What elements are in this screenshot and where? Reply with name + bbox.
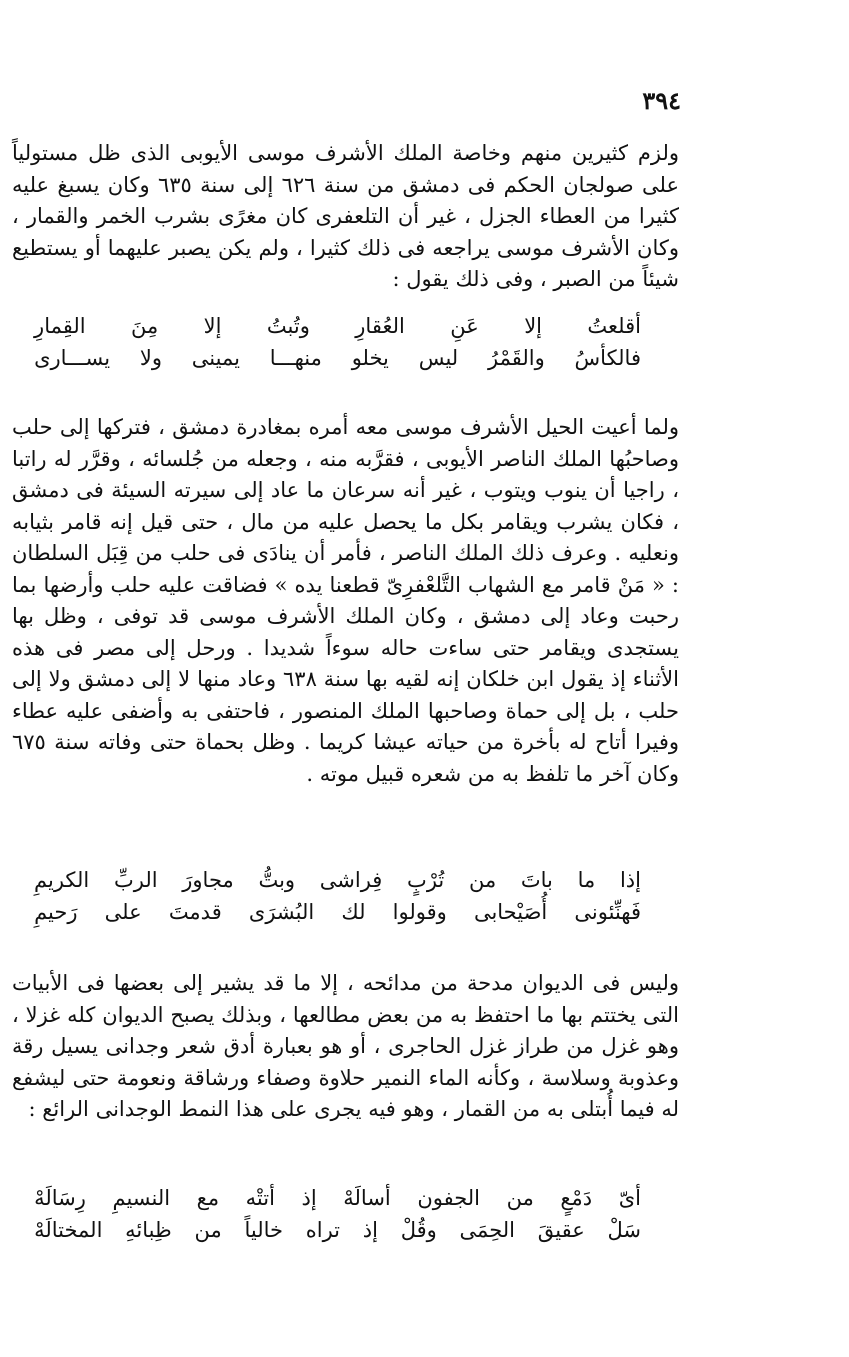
verse-word: باتَ [520, 868, 553, 892]
verse-word: فَهنِّئونى [574, 900, 641, 924]
verse-word: وتُبتُ [266, 314, 310, 338]
verse-word: يســـارى [34, 346, 111, 370]
verse-word: سَلْ [607, 1218, 641, 1242]
verse-word: أىّ [618, 1186, 641, 1210]
verse-word: يخلو [351, 346, 389, 370]
verse-word: فالكأسُ [574, 346, 641, 370]
verse-word: من [194, 1218, 222, 1242]
verse-word: لك [341, 900, 366, 924]
verse-word: إذا [619, 868, 641, 892]
verse-word: قدمتَ [168, 900, 222, 924]
verse-word: الحِمَى [459, 1218, 515, 1242]
verse-word: وبتُّ [258, 868, 296, 892]
verse-word: وقُلْ [400, 1218, 437, 1242]
verse-word: عقيقَ [537, 1218, 585, 1242]
verse-word: على [104, 900, 142, 924]
verse-word: إذ [301, 1186, 317, 1210]
verse-word: النسيمِ [112, 1186, 171, 1210]
paragraph-2: ولما أعيت الحيل الأشرف موسى معه أمره بمغادرة دمشق ، فتركها إلى حلب وصاحبُها الملك الناصر الأيوبى ، فقرَّبه منه ، وجعله من جُلسائه ، وقرَّر له راتبا ، راجيا أن ينوب ويتوب ، غير أنه سرعان ما عاد إلى سيرته السيئة فى دمشق ، فكان يشرب ويقامر بكل ما يحصل عليه من مال ، حتى قيل إنه قامر بثيابه ونعليه . وعرف ذلك الملك الناصر ، فأمر أن ينادَى فى حلب من قِبَل السلطان : « مَنْ قامر مع الشهاب التَّلعْفرِىّ قطعنا يده » فضاقت عليه حلب وأرضها بما رحبت وعاد إلى دمشق ، وكان الملك الأشرف موسى قد توفى ، وظل بها يستجدى ويقامر حتى ساءت حاله سوءاً شديدا . ورحل إلى مصر فى هذه الأثناء إذ يقول ابن خلكان إنه لقيه بها سنة ٦٣٨ وعاد منها لا إلى دمشق ولا إلى حلب ، بل إلى حماة وصاحبها الملك المنصور ، فاحتفى به وأضفى عليه عطاء وفيرا أتاح له بأخرة من حياته عيشا كريما . وظل بحماة حتى وفاته سنة ٦٧٥ وكان آخر ما تلفظ به من شعره قبيل موته . [12, 415, 679, 786]
paragraph-3: وليس فى الديوان مدحة من مدائحه ، إلا ما قد يشير إلى بعضها فى الأبيات التى يختتم بها ما احتفظ به من بعض مطالعها ، وبذلك يصبح الديوان كله غزلا ، وهو غزل من طراز غزل الحاجرى ، أو هو بعبارة أدق شعر وجدانى يسيل رقة وعذوبة وسلاسة ، وكأنه الماء النمير حلاوة وصفاء ورشاقة ونعومة حتى ليشفع له فيما أُبتلى به من القمار ، وهو فيه يجرى على هذا النمط الوجدانى الرائع : [12, 971, 679, 1121]
verse-word: من [506, 1186, 534, 1210]
verse-word: البُشرَى [248, 900, 315, 924]
verse-word: يمينى [191, 346, 240, 370]
verse-word: ولا [139, 346, 162, 370]
verse-line [34, 1214, 641, 1246]
verse-block-1 [34, 310, 641, 374]
verse-word: أقلعتُ [587, 314, 641, 338]
verse-line [34, 1182, 641, 1214]
verse-word: إذ [362, 1218, 378, 1242]
verse-block-2 [34, 864, 641, 928]
verse-word: الربِّ [113, 868, 158, 892]
page-number: ٣٩٤ [642, 86, 681, 115]
verse-word: دَمْعٍ [560, 1186, 593, 1210]
verse-word: أتتْه [245, 1186, 275, 1210]
verse-line [34, 342, 641, 374]
verse-word: منهـــا [269, 346, 322, 370]
verse-line [34, 896, 641, 928]
verse-word: إلا [203, 314, 222, 338]
verse-word: وقولوا [392, 900, 447, 924]
verse-word: العُقارِ [355, 314, 405, 338]
verse-word: ليس [418, 346, 459, 370]
verse-block-3 [34, 1182, 641, 1246]
verse-word: أسالَهْ [343, 1186, 391, 1210]
verse-word: الجفون [417, 1186, 481, 1210]
verse-line [34, 310, 641, 342]
verse-word: والقَمْرُ [488, 346, 545, 370]
verse-word: ما [577, 868, 596, 892]
verse-word: أُصَيْحابى [473, 900, 548, 924]
verse-word: تُرْبٍ [407, 868, 445, 892]
verse-word: عَنِ [450, 314, 479, 338]
verse-word: الكريمِ [34, 868, 90, 892]
verse-word: رَحيمِ [34, 900, 78, 924]
verse-word: مِنَ [131, 314, 159, 338]
verse-word: رِسَالَهْ [34, 1186, 86, 1210]
verse-line [34, 864, 641, 896]
paragraph-1: ولزم كثيرين منهم وخاصة الملك الأشرف موسى الأيوبى الذى ظل مستولياً على صولجان الحكم فى دمشق من سنة ٦٢٦ إلى سنة ٦٣٥ وكان يسبغ عليه كثيرا من العطاء الجزل ، غير أن التلعفرى كان مغرًى بشرب الخمر والقمار ، وكان الأشرف موسى يراجعه فى ذلك كثيرا ، ولم يكن يصبر عليهما أو يستطيع شيئاً من الصبر ، وفى ذلك يقول : [12, 141, 679, 291]
verse-word: تراه [305, 1218, 341, 1242]
verse-word: إلا [524, 314, 542, 338]
verse-word: مجاورَ [182, 868, 234, 892]
verse-word: مع [196, 1186, 220, 1210]
verse-word: المختالَهْ [34, 1218, 103, 1242]
verse-word: فِراشى [319, 868, 383, 892]
verse-word: خالياً [244, 1218, 283, 1242]
verse-word: ظِبائهِ [125, 1218, 172, 1242]
verse-word: القِمارِ [34, 314, 86, 338]
verse-word: من [468, 868, 497, 892]
